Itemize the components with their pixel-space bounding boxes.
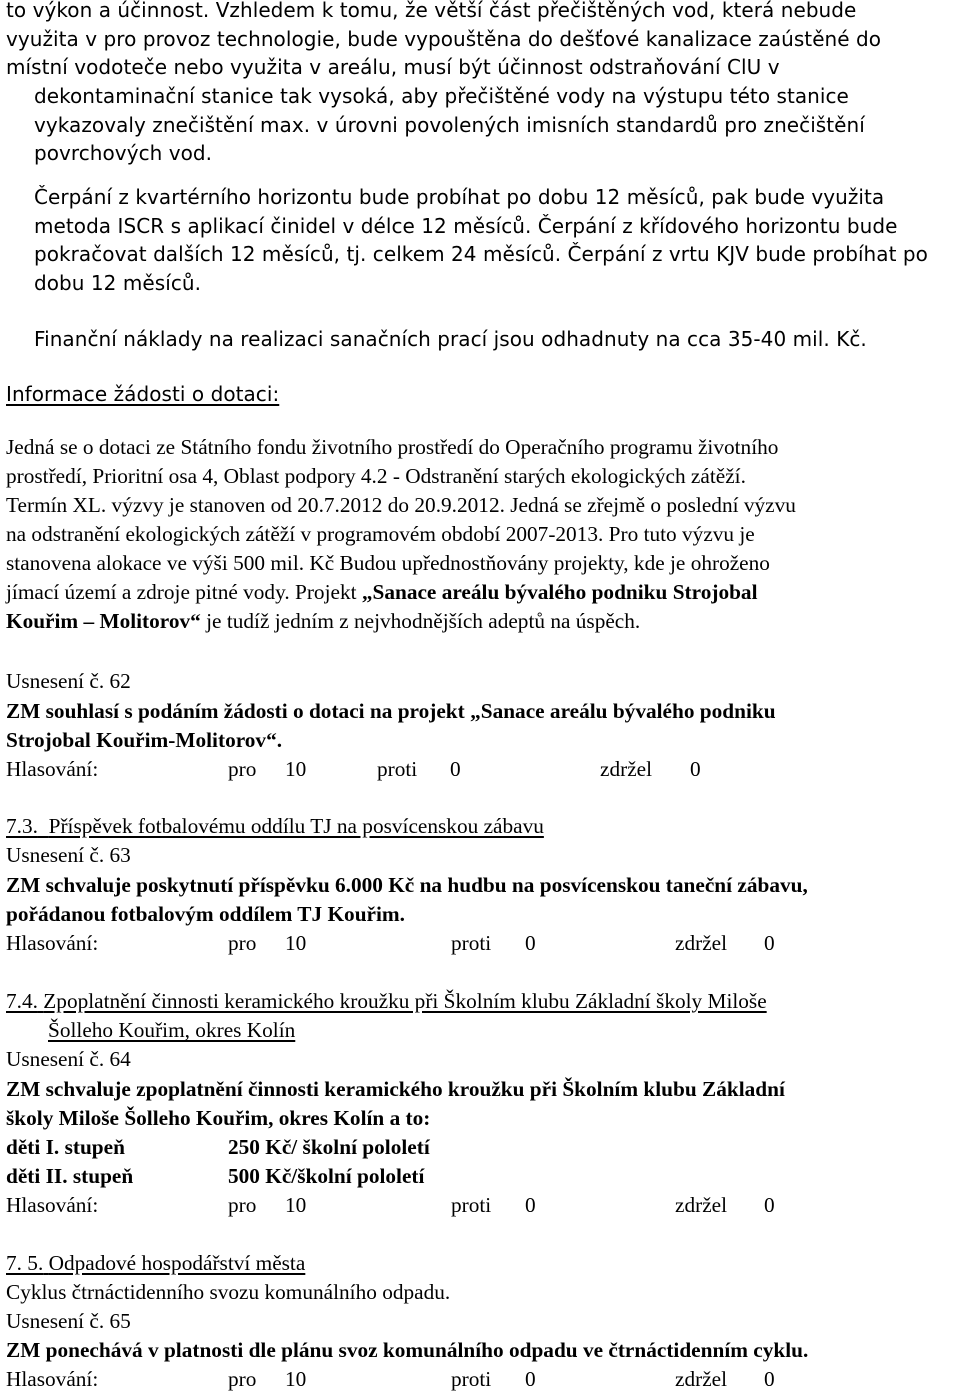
text-line: ZM schvaluje poskytnutí příspěvku 6.000 Kč na hudbu na posvícenskou taneční zábavu, bbox=[6, 873, 808, 897]
text-line bbox=[6, 607, 956, 636]
text-line: povrchových vod. bbox=[34, 141, 213, 166]
section-title-text: Odpadové hospodářství města bbox=[48, 1251, 306, 1275]
vote-zdrzel-count: 0 bbox=[764, 931, 775, 955]
text-line bbox=[6, 578, 956, 607]
vote-zdrzel-label: zdržel bbox=[675, 931, 728, 955]
text-line: Cyklus čtrnáctidenního svozu komunálního odpadu. bbox=[6, 1280, 451, 1304]
vote-zdrzel-label: zdržel bbox=[675, 1367, 728, 1391]
text-line: ZM schvaluje zpoplatnění činnosti keramického kroužku při Školním klubu Základní bbox=[6, 1077, 785, 1101]
vote-pro-count: 10 bbox=[285, 931, 307, 955]
vote-proti-label: proti bbox=[451, 931, 492, 955]
fee-amount: 250 Kč/ školní pololetí bbox=[228, 1135, 430, 1159]
section-number: 7.4. bbox=[6, 989, 38, 1013]
vote-label: Hlasování: bbox=[6, 1193, 99, 1217]
vote-proti-count: 0 bbox=[450, 757, 461, 781]
section-7-4 bbox=[6, 987, 956, 1074]
text-line: Čerpání z kvartérního horizontu bude probíhat po dobu 12 měsíců, pak bude využita bbox=[34, 185, 885, 209]
project-name: „Sanace areálu bývalého podniku Strojobal bbox=[361, 580, 758, 604]
vote-pro-label: pro bbox=[228, 1367, 257, 1391]
text-line: ZM souhlasí s podáním žádosti o dotaci na projekt „Sanace areálu bývalého podniku bbox=[6, 699, 776, 723]
vote-pro-label: pro bbox=[228, 931, 257, 955]
grant-paragraph bbox=[6, 433, 956, 636]
fee-amount: 500 Kč/školní pololetí bbox=[228, 1164, 425, 1188]
vote-proti-count: 0 bbox=[525, 931, 536, 955]
text-line: dekontaminační stanice tak vysoká, aby přečištěné vody na výstupu této stanice bbox=[34, 84, 849, 108]
vote-zdrzel-label: zdržel bbox=[675, 1193, 728, 1217]
section-title-text: Příspěvek fotbalovému oddílu TJ na posvícenskou zábavu bbox=[48, 814, 544, 838]
vote-pro-label: pro bbox=[228, 1193, 257, 1217]
resolution-label: Usnesení č. 65 bbox=[6, 1309, 131, 1333]
text-line: stanovena alokace ve výši 500 mil. Kč Budou upřednostňovány projekty, kde je ohroženo bbox=[6, 551, 770, 575]
text-line: školy Miloše Šolleho Kouřim, okres Kolín a to: bbox=[6, 1106, 431, 1130]
section-title-text: Zpoplatnění činnosti keramického kroužku při Školním klubu Základní školy Miloše bbox=[43, 989, 767, 1013]
text-line: vykazovaly znečištění max. v úrovni povolených imisních standardů pro znečištění bbox=[34, 112, 865, 137]
vote-proti-count: 0 bbox=[525, 1193, 536, 1217]
text-line: pokračovat dalších 12 měsíců, tj. celkem 24 měsíců. Čerpání z vrtu KJV bude probíhat po bbox=[34, 242, 928, 267]
vote-zdrzel-label: zdržel bbox=[600, 757, 653, 781]
resolution-62-text bbox=[6, 697, 956, 755]
text-line: metoda ISCR s aplikací činidel v délce 12 měsíců. Čerpání z křídového horizontu bude bbox=[34, 213, 898, 238]
vote-pro-label: pro bbox=[228, 757, 257, 781]
section-title bbox=[6, 1249, 956, 1278]
vote-proti-label: proti bbox=[451, 1193, 492, 1217]
vote-label: Hlasování: bbox=[6, 757, 99, 781]
text-line: pořádanou fotbalovým oddílem TJ Kouřim. bbox=[6, 902, 405, 926]
vote-zdrzel-count: 0 bbox=[764, 1193, 775, 1217]
resolution-63-text bbox=[6, 871, 956, 929]
vote-proti-label: proti bbox=[451, 1367, 492, 1391]
section-title bbox=[6, 987, 956, 1016]
intro-paragraph bbox=[6, 0, 956, 82]
vote-pro-count: 10 bbox=[285, 1193, 307, 1217]
text-line: Strojobal Kouřim-Molitorov“. bbox=[6, 728, 283, 752]
section-7-3 bbox=[6, 812, 956, 870]
vote-pro-count: 10 bbox=[285, 1367, 307, 1391]
fee-group: děti II. stupeň bbox=[6, 1164, 134, 1188]
text-line: Termín XL. výzvy je stanoven od 20.7.2012 do 20.9.2012. Jedná se zřejmě o poslední výzvu bbox=[6, 493, 796, 517]
vote-pro-count: 10 bbox=[285, 757, 307, 781]
vote-label: Hlasování: bbox=[6, 1367, 99, 1391]
resolution-62 bbox=[6, 667, 956, 696]
vote-zdrzel-count: 0 bbox=[764, 1367, 775, 1391]
resolution-65-text: ZM ponechává v platnosti dle plánu svoz komunálního odpadu ve čtrnáctidenním cyklu. bbox=[6, 1338, 809, 1362]
vote-proti-label: proti bbox=[377, 757, 418, 781]
section-title-cont: Šolleho Kouřim, okres Kolín bbox=[48, 1018, 296, 1042]
text-line: to výkon a účinnost. Vzhledem k tomu, že větší část přečištěných vod, která nebude bbox=[6, 0, 857, 22]
section-number: 7. 5. bbox=[6, 1251, 44, 1275]
fee-group: děti I. stupeň bbox=[6, 1135, 125, 1159]
pumping-paragraph bbox=[34, 183, 956, 297]
section-heading: Informace žádosti o dotaci: bbox=[6, 382, 280, 406]
section-title bbox=[6, 812, 956, 841]
resolution-label: Usnesení č. 62 bbox=[6, 669, 131, 693]
project-name: Kouřim – Molitorov“ bbox=[6, 609, 201, 633]
text-line: místní vodoteče nebo využita v areálu, musí být účinnost odstraňování ClU v bbox=[6, 55, 780, 80]
text-line: dobu 12 měsíců. bbox=[34, 270, 202, 295]
section-7-5 bbox=[6, 1249, 956, 1365]
resolution-64-text bbox=[6, 1075, 956, 1133]
section-number: 7.3. bbox=[6, 814, 38, 838]
intro-paragraph-cont bbox=[34, 82, 956, 168]
vote-label: Hlasování: bbox=[6, 931, 99, 955]
vote-zdrzel-count: 0 bbox=[690, 757, 701, 781]
resolution-label: Usnesení č. 64 bbox=[6, 1047, 131, 1071]
resolution-label: Usnesení č. 63 bbox=[6, 843, 131, 867]
grant-heading bbox=[6, 380, 956, 409]
vote-proti-count: 0 bbox=[525, 1367, 536, 1391]
text-run: je tudíž jedním z nejvhodnějších adeptů na úspěch. bbox=[200, 609, 641, 633]
text-line: Jedná se o dotaci ze Státního fondu životního prostředí do Operačního programu životního bbox=[6, 435, 779, 459]
costs-paragraph bbox=[34, 325, 956, 354]
text-line: využita v pro provoz technologie, bude vypouštěna do dešťové kanalizace zaústěné do bbox=[6, 26, 882, 51]
text-line: prostředí, Prioritní osa 4, Oblast podpory 4.2 - Odstranění starých ekologických zátěží. bbox=[6, 464, 746, 488]
text-line: na odstranění ekologických zátěží v programovém období 2007-2013. Pro tuto výzvu je bbox=[6, 522, 755, 546]
text-line: Finanční náklady na realizaci sanačních prací jsou odhadnuty na cca 35-40 mil. Kč. bbox=[34, 327, 867, 351]
text-run: jímací území a zdroje pitné vody. Projekt bbox=[6, 580, 362, 604]
